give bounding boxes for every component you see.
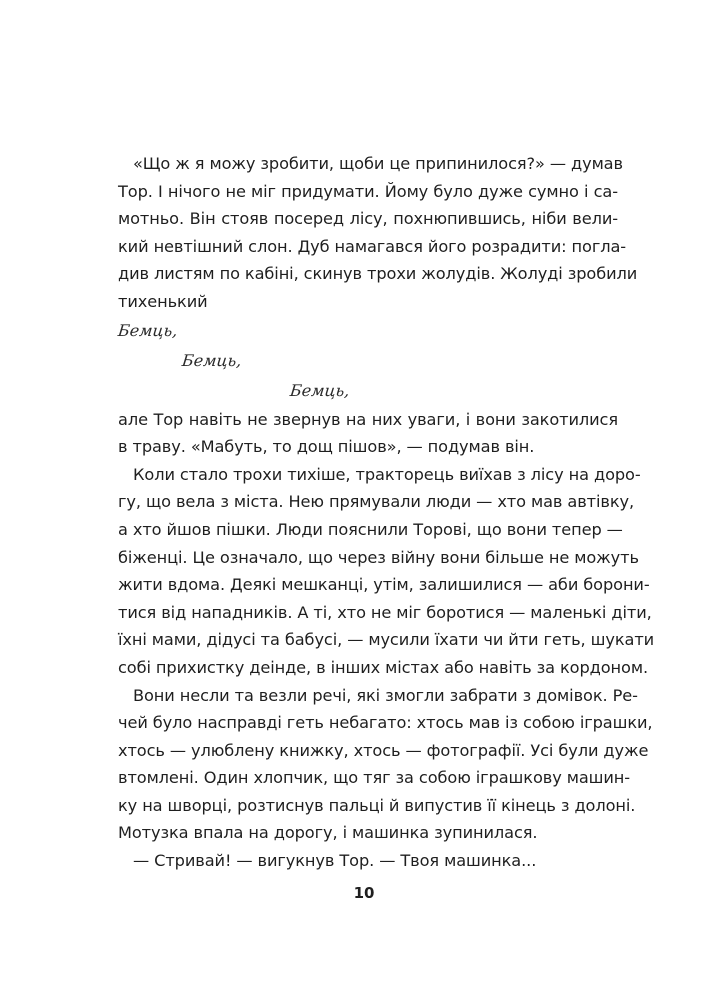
text-line: тися від нападників. А ті, хто не міг боротися — маленькі діти, [118, 602, 652, 622]
text-line: хтось — улюблену книжку, хтось — фотографії. Усі були дуже [118, 740, 649, 760]
text-line: Мотузка впала на дорогу, і машинка зупинилася. [118, 823, 538, 843]
text-line: ку на шворці, розтиснув пальці й випустив її кінець з долоні. [118, 795, 636, 815]
sound-word: Бемць, [181, 350, 243, 370]
sound-word: Бемць, [289, 380, 351, 400]
text-line: а хто йшов пішки. Люди пояснили Торові, що вони тепер — [118, 519, 623, 539]
text-line: Вони несли та везли речі, які змогли забрати з домівок. Ре- [133, 685, 638, 705]
paragraph [118, 461, 655, 682]
text-line: жити вдома. Деякі мешканці, утім, залишилися — аби борони- [118, 575, 650, 595]
text-line: їхні мами, дідусі та бабусі, — мусили їхати чи йти геть, шукати [118, 630, 655, 650]
text-line: Тор. І нічого не міг придумати. Йому було дуже сумно і са- [118, 181, 618, 201]
paragraph [118, 150, 638, 316]
text-line: втомлені. Один хлопчик, що тяг за собою іграшкову машин- [118, 768, 631, 788]
text-line: тихенький [118, 291, 208, 311]
text-line: чей було насправді геть небагато: хтось мав із собою іграшки, [118, 713, 653, 733]
paragraph [118, 406, 618, 461]
text-line: Коли стало трохи тихіше, тракторець виїхав з лісу на доро- [133, 464, 641, 484]
text-line: собі прихистку деінде, в інших містах або навіть за кордоном. [118, 657, 649, 677]
body-text [117, 150, 655, 875]
paragraph [118, 847, 618, 875]
text-line: біженці. Це означало, що через війну вони більше не можуть [118, 547, 639, 567]
sound-word: Бемць, [117, 320, 179, 340]
text-line: кий невтішний слон. Дуб намагався його розрадити: погла- [118, 236, 627, 256]
page-number: 10 [353, 884, 375, 902]
text-line: див листям по кабіні, скинув трохи жолудів. Жолуді зробили [118, 264, 638, 284]
text-line: — Стривай! — вигукнув Тор. — Твоя машинка... [133, 851, 537, 871]
sound-words [118, 316, 618, 406]
text-line: гу, що вела з міста. Нею прямували люди — хто мав автівку, [118, 492, 635, 512]
paragraph [118, 682, 653, 848]
text-line: в траву. «Мабуть, то дощ пішов», — подумав він. [118, 437, 535, 457]
text-line: але Тор навіть не звернув на них уваги, і вони закотилися [118, 409, 618, 429]
text-line: «Що ж я можу зробити, щоби це припинилося?» — думав [133, 154, 623, 173]
text-line: мотньо. Він стояв посеред лісу, похнюпившись, ніби вели- [118, 209, 618, 229]
